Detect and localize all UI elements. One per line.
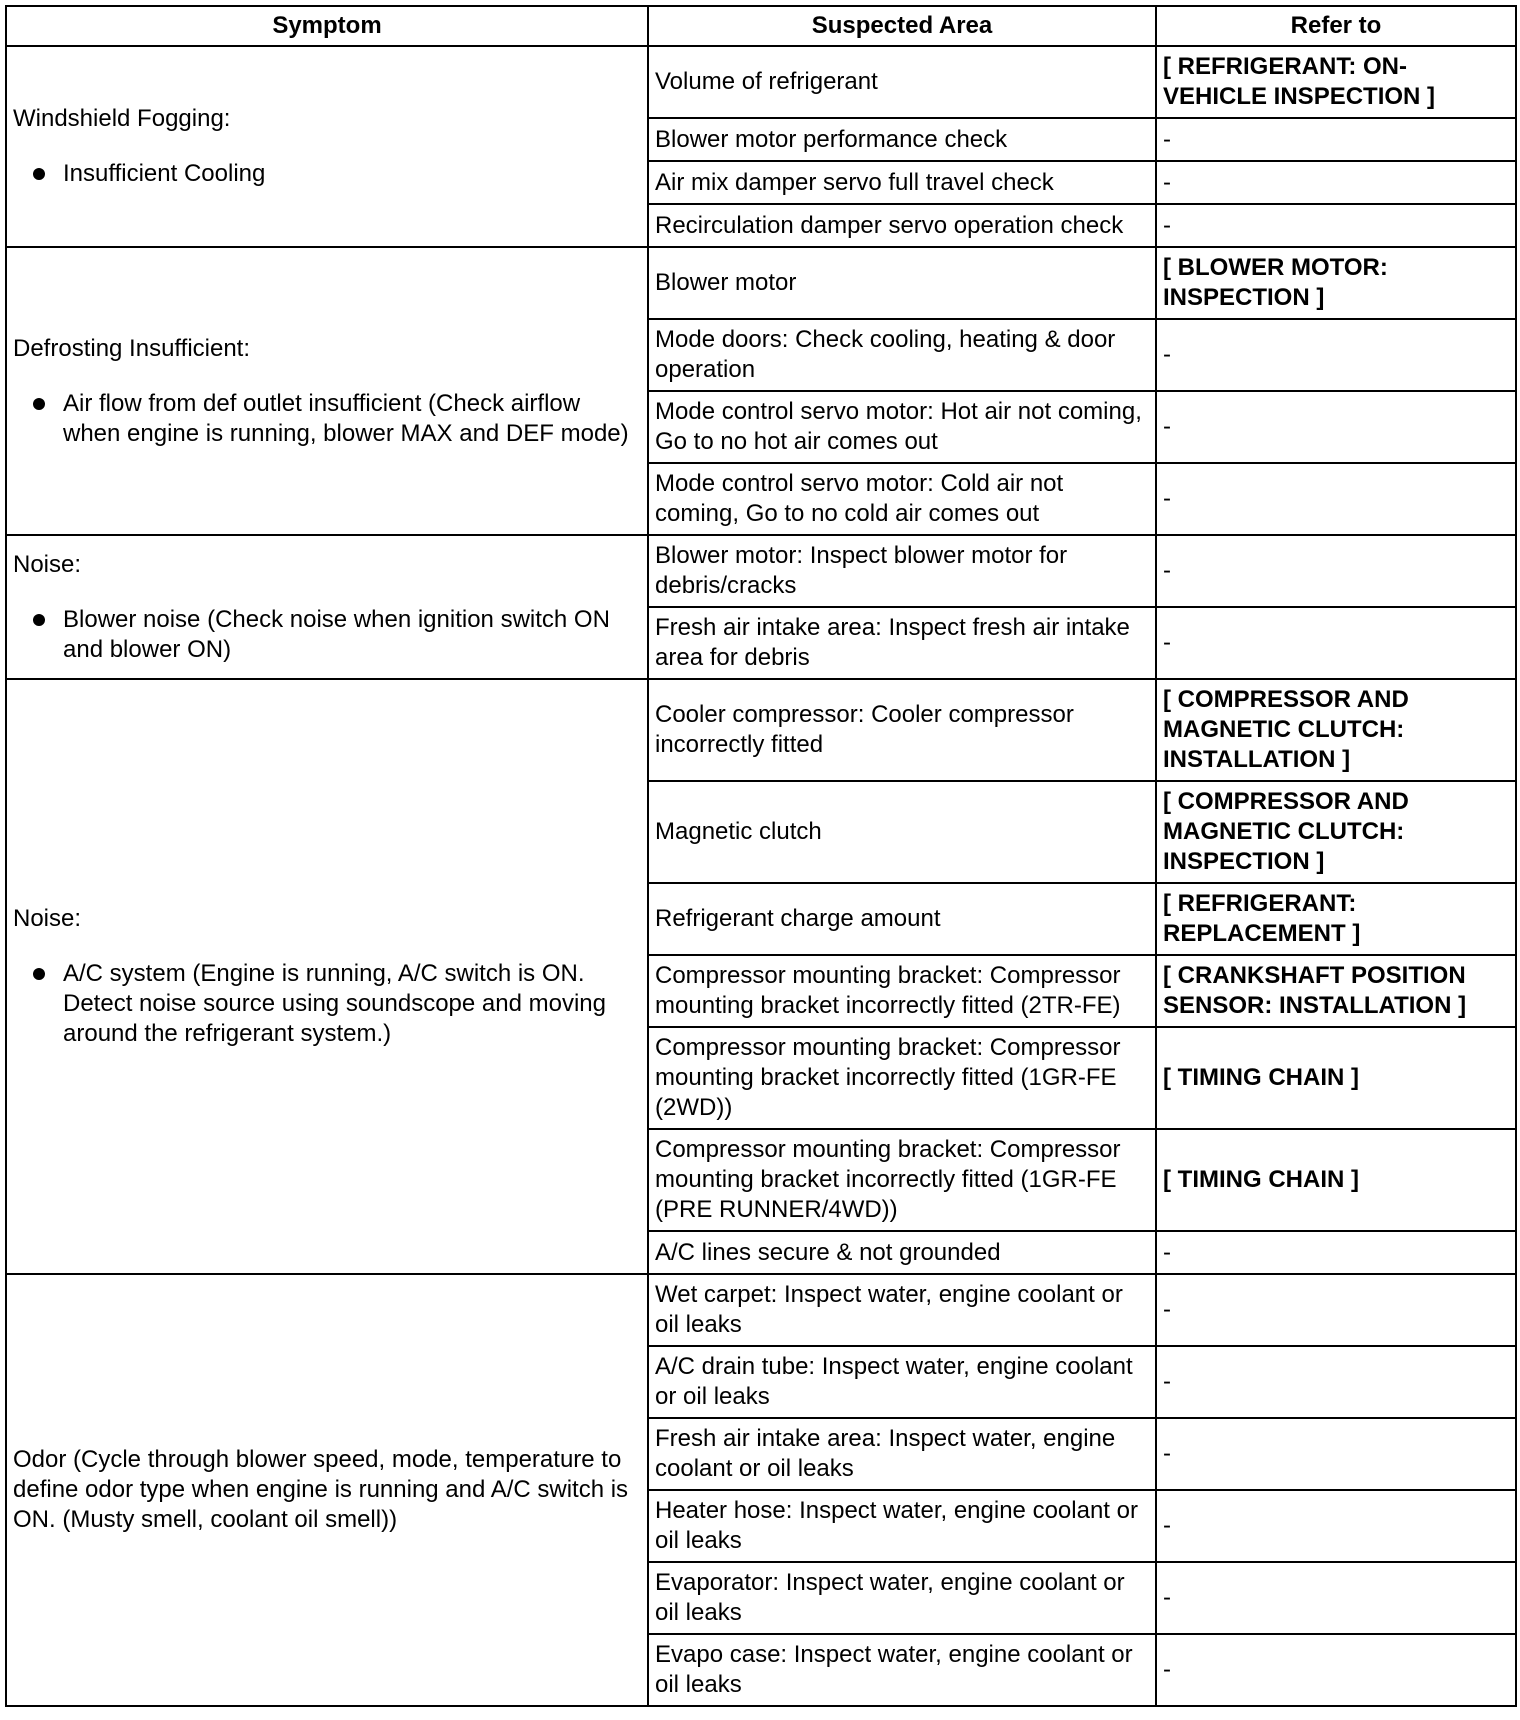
symptom-cell xyxy=(6,247,648,535)
suspected-area-cell: Compressor mounting bracket: Compressor mounting bracket incorrectly fitted (2TR-FE) xyxy=(648,955,1156,1027)
symptom-title: Noise: xyxy=(13,550,82,578)
header-refer-to: Refer to xyxy=(1156,6,1516,46)
suspected-area-cell: Evaporator: Inspect water, engine coolant or oil leaks xyxy=(648,1562,1156,1634)
refer-to-cell: - xyxy=(1156,1231,1516,1274)
refer-to-link[interactable]: [ REFRIGERANT: REPLACEMENT ] xyxy=(1156,883,1516,955)
header-row xyxy=(6,6,1516,46)
refer-to-cell: - xyxy=(1156,1634,1516,1706)
refer-to-cell: - xyxy=(1156,1562,1516,1634)
table-row xyxy=(6,1274,1516,1346)
symptom-cell xyxy=(6,679,648,1274)
suspected-area-cell: Air mix damper servo full travel check xyxy=(648,161,1156,204)
refer-to-link[interactable]: [ TIMING CHAIN ] xyxy=(1156,1129,1516,1231)
symptom-cell xyxy=(6,1274,648,1706)
suspected-area-cell: Evapo case: Inspect water, engine coolant or oil leaks xyxy=(648,1634,1156,1706)
refer-to-link[interactable]: [ CRANKSHAFT POSITION SENSOR: INSTALLATION ] xyxy=(1156,955,1516,1027)
symptom-bullet: Insufficient Cooling xyxy=(13,159,641,189)
refer-to-cell: - xyxy=(1156,204,1516,247)
refer-to-link[interactable]: [ REFRIGERANT: ON-VEHICLE INSPECTION ] xyxy=(1156,46,1516,118)
suspected-area-cell: Blower motor performance check xyxy=(648,118,1156,161)
suspected-area-cell: Mode doors: Check cooling, heating & door operation xyxy=(648,319,1156,391)
suspected-area-cell: Wet carpet: Inspect water, engine coolant or oil leaks xyxy=(648,1274,1156,1346)
refer-to-cell: - xyxy=(1156,535,1516,607)
symptom-title: Odor (Cycle through blower speed, mode, temperature to define odor type when engine is running and A/C switch is ON. (Musty smell, coolant oil smell)) xyxy=(13,1446,629,1533)
suspected-area-cell: Cooler compressor: Cooler compressor incorrectly fitted xyxy=(648,679,1156,781)
suspected-area-cell: Recirculation damper servo operation check xyxy=(648,204,1156,247)
refer-to-cell: - xyxy=(1156,1418,1516,1490)
refer-to-link[interactable]: [ BLOWER MOTOR: INSPECTION ] xyxy=(1156,247,1516,319)
refer-to-cell: - xyxy=(1156,1490,1516,1562)
table-row xyxy=(6,535,1516,607)
header-suspected-area: Suspected Area xyxy=(648,6,1156,46)
suspected-area-cell: Compressor mounting bracket: Compressor mounting bracket incorrectly fitted (1GR-FE (PRE RUNNER/4WD)) xyxy=(648,1129,1156,1231)
symptom-bullet: A/C system (Engine is running, A/C switch is ON. Detect noise source using soundscope and moving around the refrigerant system.) xyxy=(13,959,641,1049)
suspected-area-cell: Fresh air intake area: Inspect fresh air intake area for debris xyxy=(648,607,1156,679)
suspected-area-cell: Heater hose: Inspect water, engine coolant or oil leaks xyxy=(648,1490,1156,1562)
table-row xyxy=(6,247,1516,319)
symptom-cell xyxy=(6,535,648,679)
suspected-area-cell: Magnetic clutch xyxy=(648,781,1156,883)
suspected-area-cell: Volume of refrigerant xyxy=(648,46,1156,118)
refer-to-cell: - xyxy=(1156,1346,1516,1418)
refer-to-link[interactable]: [ COMPRESSOR AND MAGNETIC CLUTCH: INSPECTION ] xyxy=(1156,781,1516,883)
suspected-area-cell: Blower motor: Inspect blower motor for debris/cracks xyxy=(648,535,1156,607)
symptom-bullet: Air flow from def outlet insufficient (Check airflow when engine is running, blower MAX and DEF mode) xyxy=(13,389,641,449)
symptom-title: Noise: xyxy=(13,905,82,932)
refer-to-link[interactable]: [ COMPRESSOR AND MAGNETIC CLUTCH: INSTALLATION ] xyxy=(1156,679,1516,781)
refer-to-cell: - xyxy=(1156,319,1516,391)
refer-to-cell: - xyxy=(1156,607,1516,679)
refer-to-cell: - xyxy=(1156,463,1516,535)
refer-to-cell: - xyxy=(1156,118,1516,161)
refer-to-cell: - xyxy=(1156,391,1516,463)
symptom-title: Windshield Fogging: xyxy=(13,105,231,132)
suspected-area-cell: Fresh air intake area: Inspect water, engine coolant or oil leaks xyxy=(648,1418,1156,1490)
suspected-area-cell: Refrigerant charge amount xyxy=(648,883,1156,955)
suspected-area-cell: Mode control servo motor: Cold air not coming, Go to no cold air comes out xyxy=(648,463,1156,535)
symptom-bullet: Blower noise (Check noise when ignition switch ON and blower ON) xyxy=(13,605,641,665)
suspected-area-cell: A/C lines secure & not grounded xyxy=(648,1231,1156,1274)
suspected-area-cell: Mode control servo motor: Hot air not coming, Go to no hot air comes out xyxy=(648,391,1156,463)
symptom-title: Defrosting Insufficient: xyxy=(13,334,251,362)
refer-to-cell: - xyxy=(1156,161,1516,204)
suspected-area-cell: Blower motor xyxy=(648,247,1156,319)
table-row xyxy=(6,46,1516,118)
symptom-cell xyxy=(6,46,648,247)
suspected-area-cell: Compressor mounting bracket: Compressor mounting bracket incorrectly fitted (1GR-FE (2WD)) xyxy=(648,1027,1156,1129)
table-row xyxy=(6,679,1516,781)
header-symptom: Symptom xyxy=(6,6,648,46)
suspected-area-cell: A/C drain tube: Inspect water, engine coolant or oil leaks xyxy=(648,1346,1156,1418)
refer-to-link[interactable]: [ TIMING CHAIN ] xyxy=(1156,1027,1516,1129)
refer-to-cell: - xyxy=(1156,1274,1516,1346)
diagnosis-table xyxy=(5,5,1517,1707)
